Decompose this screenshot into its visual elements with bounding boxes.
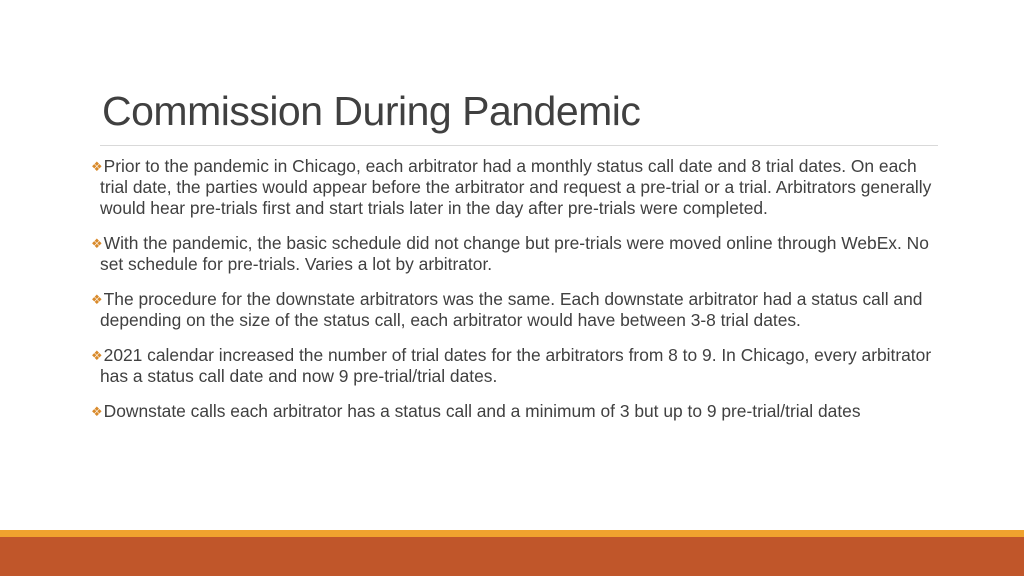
diamond-bullet-icon: ❖ [91,348,103,363]
diamond-bullet-icon: ❖ [91,404,103,419]
bullet-list [91,156,936,436]
title-divider [100,145,938,146]
bullet-item [91,401,936,422]
diamond-bullet-icon: ❖ [91,292,103,307]
diamond-bullet-icon: ❖ [91,236,103,251]
bullet-item [91,233,936,275]
bullet-item [91,289,936,331]
bullet-item [91,345,936,387]
bullet-item [91,156,936,219]
footer-band [0,537,1024,576]
footer-accent-stripe [0,530,1024,537]
bullet-text: Downstate calls each arbitrator has a status call and a minimum of 3 but up to 9 pre-trial/trial dates [103,401,861,421]
bullet-text: 2021 calendar increased the number of trial dates for the arbitrators from 8 to 9. In Chicago, every arbitrator has a status call date and now 9 pre-trial/trial dates. [100,345,932,386]
diamond-bullet-icon: ❖ [91,159,103,174]
slide-title: Commission During Pandemic [102,88,641,134]
bullet-text: Prior to the pandemic in Chicago, each arbitrator had a monthly status call date and 8 trial dates. On each trial date, the parties would appear before the arbitrator and request a pre-trial or a trial. Arbitrators generally would hear pre-trials first and start trials later in the day after pre-trials were completed. [100,156,932,218]
bullet-text: With the pandemic, the basic schedule did not change but pre-trials were moved online through WebEx. No set schedule for pre-trials. Varies a lot by arbitrator. [100,233,929,274]
bullet-text: The procedure for the downstate arbitrators was the same. Each downstate arbitrator had a status call and depending on the size of the status call, each arbitrator would have between 3-8 trial dates. [100,289,923,330]
